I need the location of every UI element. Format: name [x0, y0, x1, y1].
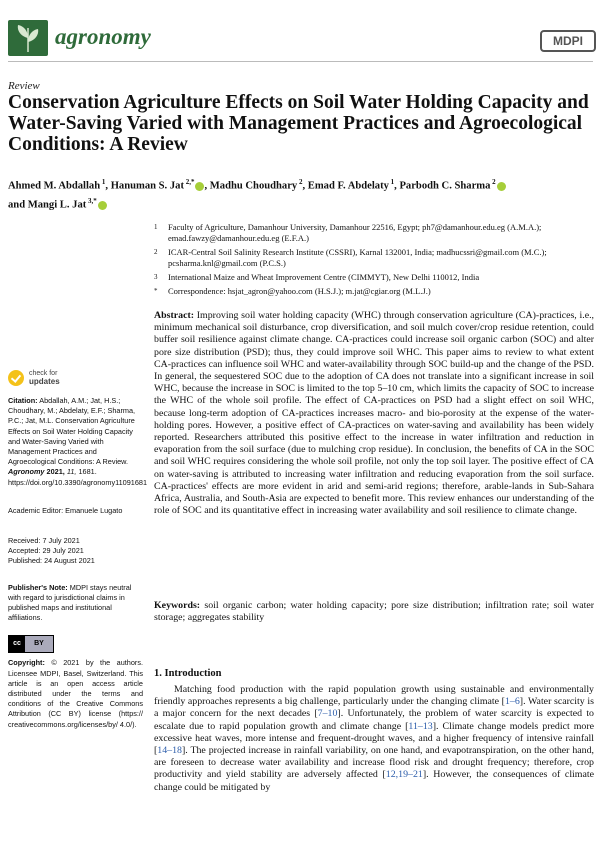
section-heading-introduction: 1. Introduction: [154, 668, 222, 679]
publisher-note: [8, 583, 143, 624]
received-date: Received: 7 July 2021: [8, 536, 80, 546]
affiliation-item: [154, 222, 594, 244]
affiliation-number: 2: [154, 247, 158, 256]
check-updates-line2: updates: [29, 377, 60, 386]
author-affiliation-mark: 3,*: [86, 197, 97, 206]
publisher-note-label: Publisher's Note:: [8, 582, 68, 592]
publisher-note-text: MDPI stays neutral with regard to jurisdictional claims in published maps and institutional affiliations.: [8, 582, 132, 623]
by-icon: BY: [34, 640, 44, 648]
reference-link[interactable]: 7–10: [317, 708, 338, 720]
affiliations: [154, 222, 594, 299]
author-name[interactable]: Ahmed M. Abdallah: [8, 180, 101, 192]
abstract-text: Improving soil water holding capacity (WHC) through conservation agriculture (CA)-practices, i.e., minimum mechanical soil disturbance, crop diversification, and soil mulch cover/crop residue retention, could buffer soil resilience against climate change. CA-practices could increase soil organic carbon (SOC) and alter pore size distribution (PSD); thus, they could improve soil WHC. This paper aims to review to what extent CA-practices can influence soil WHC and water-availability through SOC build-up and the change of the PSD. In general, the sequestered SOC due to the adoption of CA does not translate into a significant increase in soil WHC, because the increase in SOC is limited to the top 5–10 cm, which limits the capacity of SOC to increase the WHC of the whole soil profile. The effect of CA-practices on PSD had a slight effect on soil WHC, because long-term adoption of CA-practices increases macro- and bio-porosity at the expense of the water-holding pores. However, a positive effect of CA-practices on water-saving and availability has been widely reported. Researchers attributed this positive effect to the increase in water infiltration and reduction in evaporation from the soil surface (due to mulching crop residue). In conclusion, the benefits of CA in the SOC and soil WHC requires considering the whole soil profile, not only the top soil layer. The positive effect of CA on water-saving is attributed to increasing water infiltration and reducing evaporation from the soil surface. CA-practices' effects are more evident in arid and semi-arid regions; therefore, arable-lands in Sub-Sahara Africa, Australia, and South-Asia are expected to benefit more. This review enhances our understanding of the role of SOC and its quantitative effect in increasing water availability and soil resilience to climate change.: [154, 310, 595, 517]
citation-text: Abdallah, A.M.; Jat, H.S.; Choudhary, M.; Abdelaty, E.F.; Sharma, P.C.; Jat, M.L. Conservation Agriculture Effects on Soil Water Holding Capacity and Water-Saving Varied with Management Practices and Agroecological Conditions: A Review.: [8, 396, 136, 467]
affiliation-text: Correspondence: hsjat_agron@yahoo.com (H.S.J.); m.jat@cgiar.org (M.L.J.): [168, 285, 431, 296]
citation-label: Citation:: [8, 396, 38, 405]
affiliation-text: ICAR-Central Soil Salinity Research Institute (CSSRI), Karnal 132001, India; madhucssri@gmail.com (M.C.); pcsharma.knl@gmail.com (P.C.S.): [168, 246, 547, 269]
author-affiliation-mark: 2: [297, 178, 303, 186]
affiliation-number: 3: [154, 272, 158, 281]
abstract-label: Abstract:: [154, 310, 195, 321]
author-affiliation-mark: 2: [490, 178, 496, 186]
check-updates-icon: [8, 370, 24, 386]
body-text: ]. Water scarcity is a major concern for the next decades [: [154, 696, 594, 720]
orcid-icon[interactable]: [497, 182, 506, 191]
affiliation-number: 1: [154, 223, 158, 231]
author-affiliation-mark: 1: [100, 178, 106, 186]
check-updates-line1: check for: [29, 370, 58, 377]
copyright-block: [8, 658, 143, 729]
academic-editor: Academic Editor: Emanuele Lugato: [8, 505, 123, 515]
body-text: ]. Unfortunately, the problem of water scarcity is expected to escalate due to rapid population growth and climate change [: [154, 708, 594, 732]
affiliation-item: [154, 272, 594, 283]
reference-link[interactable]: 1–6: [504, 696, 520, 708]
accepted-date: Accepted: 29 July 2021: [8, 546, 84, 556]
check-for-updates-button[interactable]: [8, 370, 143, 386]
sidebar: [8, 370, 148, 730]
affiliation-number: *: [154, 286, 158, 295]
orcid-icon[interactable]: [195, 182, 204, 191]
article-title: Conservation Agriculture Effects on Soil Water Holding Capacity and Water-Saving Varied with Management Practices and Agroecological Conditions: A Review: [8, 92, 589, 155]
author-name[interactable]: Emad F. Abdelaty: [307, 180, 389, 192]
author-name[interactable]: Parbodh C. Sharma: [399, 180, 491, 192]
citation-doi[interactable]: 1681. https://doi.org/10.3390/agronomy11091681: [8, 467, 148, 487]
reference-link[interactable]: 12,19–21: [385, 769, 423, 781]
copyright-label: Copyright:: [8, 658, 45, 668]
citation-journal: Agronomy: [8, 467, 45, 477]
citation-volume: 11,: [66, 467, 77, 477]
keywords-label: Keywords:: [154, 600, 201, 611]
abstract: [154, 310, 594, 517]
author-name[interactable]: and Mangi L. Jat: [8, 199, 87, 211]
body-text: ]. The projected increase in rainfall variability, on one hand, and evapotranspiration, on the other hand, are foreseen to decrease water availability and increase flood risk and drought frequency; therefore, crop productivity and yield stability are adversely affected [: [154, 745, 594, 781]
plant-leaf-icon: [8, 20, 48, 56]
author-affiliation-mark: 2,*: [183, 178, 195, 186]
mdpi-logo[interactable]: MDPI: [540, 30, 596, 52]
keywords-text: soil organic carbon; water holding capacity; pore size distribution; infiltration rate; soil water storage; aggregates stability: [154, 600, 594, 624]
author-name[interactable]: Madhu Choudhary: [209, 180, 298, 192]
author-name[interactable]: Hanuman S. Jat: [110, 180, 184, 192]
header-divider: [8, 61, 593, 62]
reference-link[interactable]: 11–13: [408, 720, 433, 732]
reference-link[interactable]: 14–18: [157, 745, 182, 757]
affiliation-item: [154, 247, 594, 269]
keywords: [154, 600, 594, 624]
author-affiliation-mark: 1: [388, 178, 395, 186]
cc-icon: cc: [9, 636, 25, 652]
introduction-paragraph: [154, 684, 594, 794]
body-text: Matching food production with the rapid population growth using sustainable and environmentally friendly approaches represents a big challenge, particularly under the changing climate [: [154, 684, 594, 708]
affiliation-item: [154, 286, 594, 297]
body-text: ]. However, the consequences of climate change could be mitigated by: [154, 769, 594, 793]
citation-year: 2021,: [46, 467, 65, 477]
affiliation-text: Faculty of Agriculture, Damanhour University, Damanhour 22516, Egypt; ph7@damanhour.edu.eg (A.M.A.); emad.fawzy@damanhour.edu.eg (E.F.A.): [168, 222, 542, 244]
affiliation-text: International Maize and Wheat Improvement Centre (CIMMYT), New Delhi 110012, India: [168, 271, 480, 282]
journal-name[interactable]: agronomy: [55, 24, 151, 49]
author-list: Ahmed M. Abdallah $^1$, Hanuman S. Jat $^{2,*}$ , Madhu Choudhary $^2$, Emad F. Abdelaty $^1$, Parbodh C. Sharma $^2$ and Mangi L. Jat $^{3,*}$: [8, 175, 593, 213]
copyright-text: © 2021 by the authors. Licensee MDPI, Basel, Switzerland. This article is an open access article distributed under the terms and conditions of the Creative Commons Attribution (CC BY) license (https:// creativecommons.org/licenses/by/ 4.0/).: [8, 658, 144, 729]
citation-block: [8, 396, 148, 488]
published-date: Published: 24 August 2021: [8, 556, 95, 566]
article-type: Review: [8, 80, 40, 92]
orcid-icon[interactable]: [98, 201, 107, 210]
body-text: ]. Climate change models predict more excessive heat waves, more intense and frequent-drought waves, and a higher frequency of intensive rainfall [: [154, 720, 595, 757]
cc-by-license-badge[interactable]: [8, 635, 54, 653]
journal-logo-icon: [8, 20, 48, 56]
